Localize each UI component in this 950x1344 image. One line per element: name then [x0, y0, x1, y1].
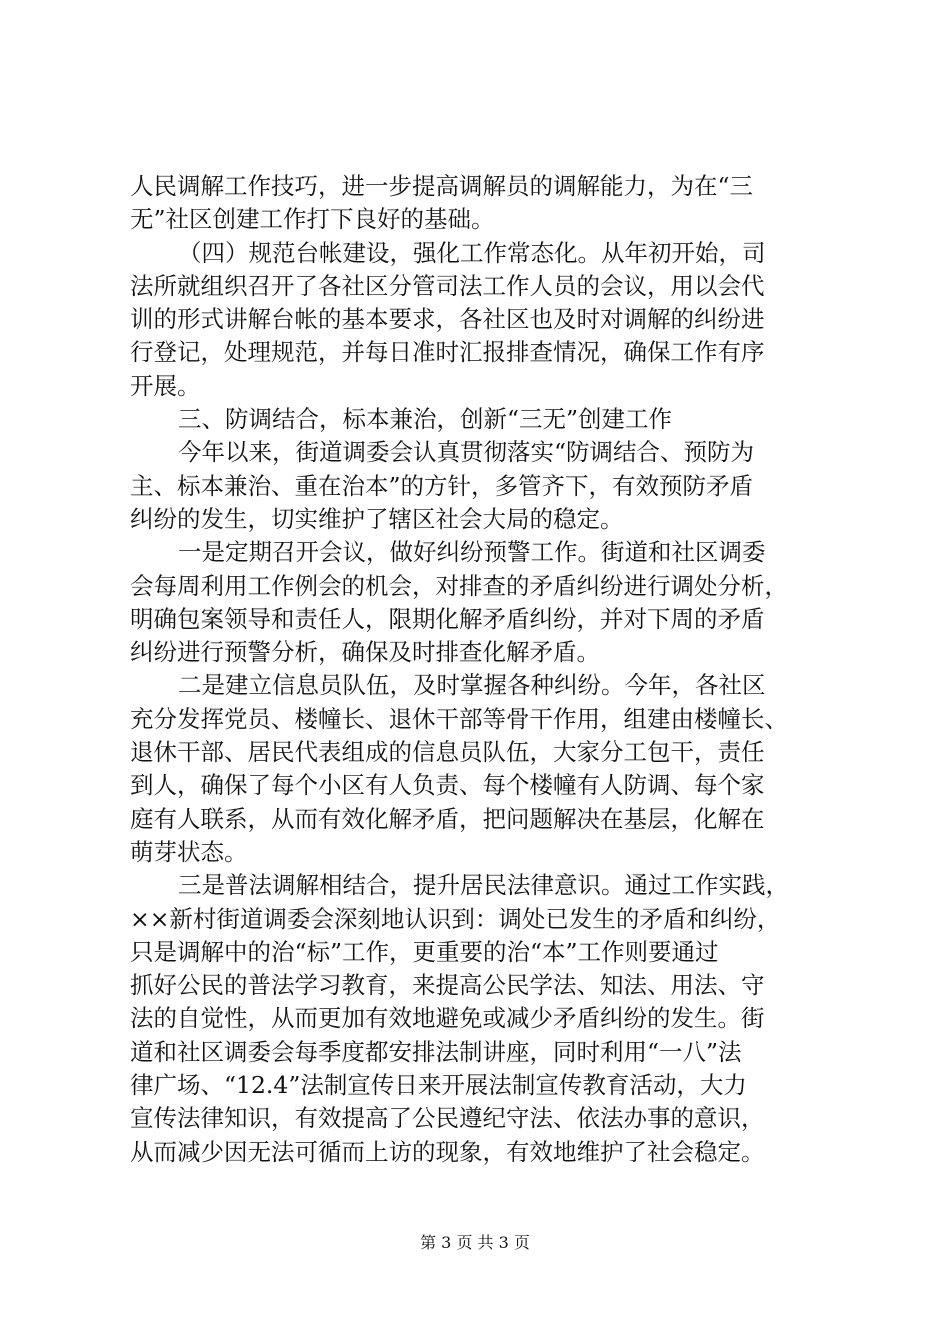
text-line: 行登记，处理规范，并每日准时汇报排查情况，确保工作有序: [130, 338, 765, 367]
text-line: 充分发挥党员、楼幢长、退休干部等骨干作用，组建由楼幢长、: [130, 704, 788, 733]
text-line: 主、标本兼治、重在治本”的方针，多管齐下，有效预防矛盾: [130, 471, 754, 500]
text-line: 三、防调结合，标本兼治，创新“三无”创建工作: [178, 405, 673, 434]
text-line: 宣传法律知识，有效提高了公民遵纪守法、依法办事的意识，: [130, 1104, 765, 1133]
text-line: 开展。: [130, 371, 201, 400]
text-line: 会每周利用工作例会的机会，对排查的矛盾纠纷进行调处分析，: [130, 571, 788, 600]
text-line: （四）规范台帐建设，强化工作常态化。从年初开始，司: [178, 238, 766, 267]
text-line: 明确包案领导和责任人，限期化解矛盾纠纷，并对下周的矛盾: [130, 604, 765, 633]
page-footer: 第 3 页 共 3 页: [420, 1233, 530, 1252]
text-line: 法的自觉性，从而更加有效地避免或减少矛盾纠纷的发生。街: [130, 1004, 765, 1033]
text-line: 纠纷的发生，切实维护了辖区社会大局的稳定。: [130, 504, 624, 533]
text-line: ××新村街道调委会深刻地认识到：调处已发生的矛盾和纠纷，: [130, 904, 781, 933]
text-line: 到人，确保了每个小区有人负责、每个楼幢有人防调、每个家: [130, 771, 765, 800]
text-line: 一是定期召开会议，做好纠纷预警工作。街道和社区调委: [178, 538, 766, 567]
text-line: 道和社区调委会每季度都安排法制讲座，同时利用“一八”法: [130, 1037, 742, 1066]
body-text: [130, 170, 850, 1169]
text-line: 无”社区创建工作打下良好的基础。: [130, 205, 495, 234]
text-line: 从而减少因无法可循而上访的现象，有效地维护了社会稳定。: [130, 1137, 765, 1166]
text-line: 退休干部、居民代表组成的信息员队伍，大家分工包干，责任: [130, 738, 765, 767]
text-line: 法所就组织召开了各社区分管司法工作人员的会议，用以会代: [130, 271, 765, 300]
text-line: 纠纷进行预警分析，确保及时排查化解矛盾。: [130, 638, 600, 667]
text-line: 庭有人联系，从而有效化解矛盾，把问题解决在基层，化解在: [130, 804, 765, 833]
text-line: 今年以来，街道调委会认真贯彻落实“防调结合、预防为: [178, 438, 755, 467]
text-line: 律广场、“12.4”法制宣传日来开展法制宣传教育活动，大力: [130, 1071, 747, 1100]
text-line: 抓好公民的普法学习教育，来提高公民学法、知法、用法、守: [130, 971, 765, 1000]
text-line: 只是调解中的治“标”工作，更重要的治“本”工作则要通过: [130, 937, 719, 966]
text-line: 萌芽状态。: [130, 837, 248, 866]
text-line: 人民调解工作技巧，进一步提高调解员的调解能力，为在“三: [130, 172, 754, 200]
text-line: 三是普法调解相结合，提升居民法律意识。通过工作实践，: [178, 871, 789, 900]
text-line: 二是建立信息员队伍，及时掌握各种纠纷。今年，各社区: [178, 671, 766, 700]
text-line: 训的形式讲解台帐的基本要求，各社区也及时对调解的纠纷进: [130, 305, 765, 334]
